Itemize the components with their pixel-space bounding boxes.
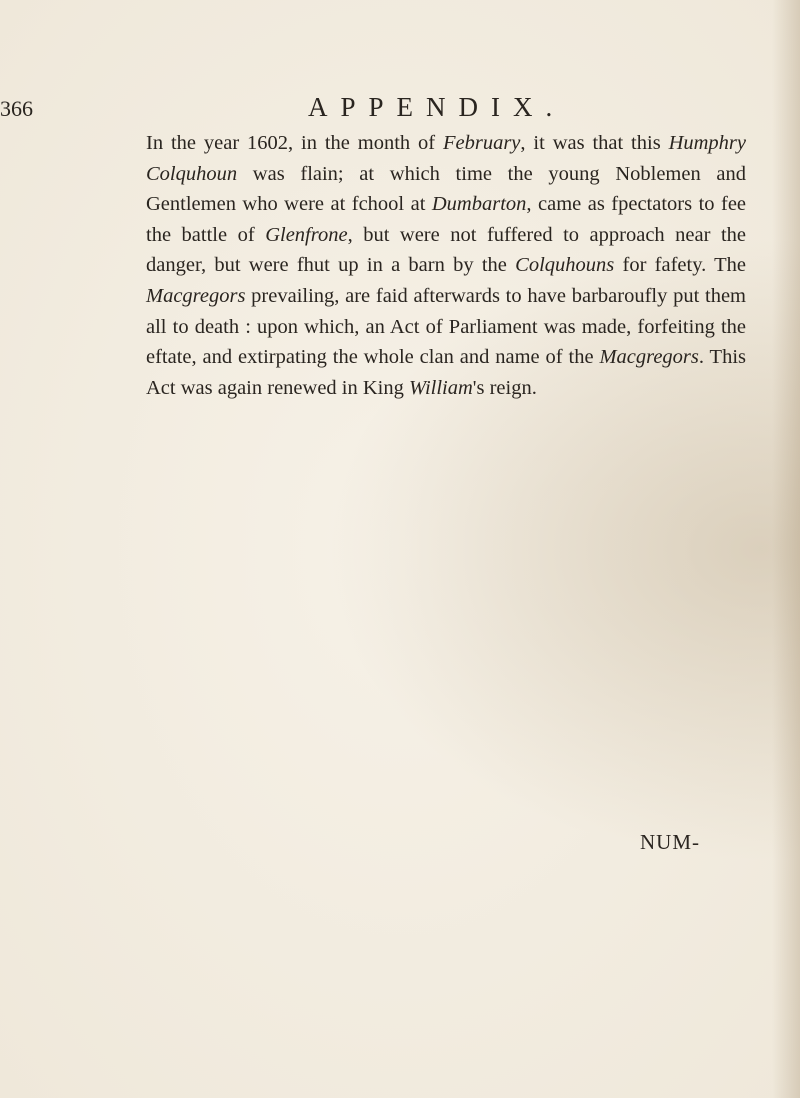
- text-run: prevailing, are faid afterwards to have barbaroufly put them all to death : upon which, an Act of Parliament was made, forfeiting the eftate, and extirpating the whole clan and name of the: [146, 284, 746, 369]
- text-run: , but were not fuffered to approach near the danger, but were fhut up in a barn by the: [146, 223, 746, 277]
- text-run: 's reign.: [472, 376, 537, 399]
- text-run: was flain; at which time the young Noblemen and Gentlemen who were at fchool at: [146, 162, 746, 216]
- text-run: , came as fpectators to fee the battle of: [146, 193, 747, 246]
- italic-text-run: Macgregors: [599, 346, 699, 369]
- italic-text-run: Dumbarton: [431, 193, 527, 216]
- text-run: In the year 1602, in the month of: [146, 132, 443, 154]
- body-paragraph: [146, 128, 746, 403]
- catchword: NUM-: [640, 830, 700, 854]
- text-run: for fafety. The: [614, 254, 746, 277]
- page-number: 366: [0, 96, 33, 121]
- italic-text-run: Colquhouns: [515, 254, 615, 277]
- body-text: [146, 128, 746, 403]
- text-run: , it was that this: [520, 132, 669, 154]
- italic-text-run: Macgregors: [146, 284, 246, 307]
- page-edge-shadow: [772, 0, 800, 1098]
- running-head: APPENDIX.: [308, 92, 566, 122]
- italic-text-run: William: [409, 376, 473, 399]
- italic-text-run: Glenfrone: [265, 223, 348, 246]
- italic-text-run: February: [442, 132, 521, 154]
- text-run: . This Act was again renewed in King: [146, 346, 746, 399]
- italic-text-run: Humphry Colquhoun: [146, 132, 746, 185]
